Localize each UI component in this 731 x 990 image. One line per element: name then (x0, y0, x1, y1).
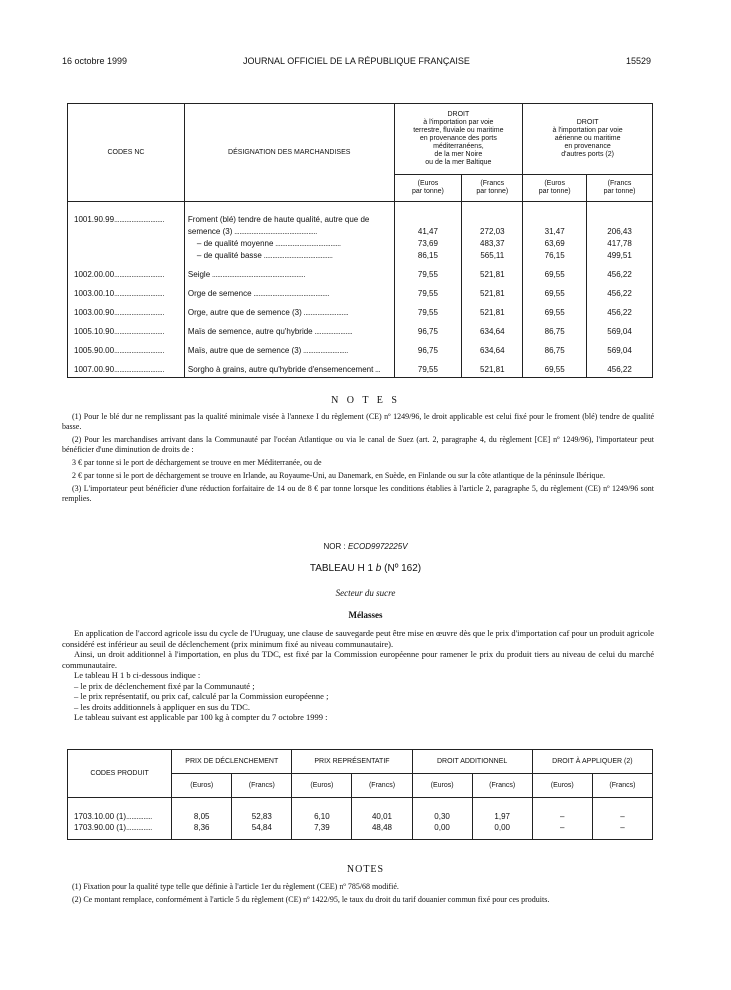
col-designation: DÉSIGNATION DES MARCHANDISES (184, 104, 394, 202)
header-line: méditerranéens, (433, 143, 484, 150)
row-code: 1005.90.00............................. (68, 343, 185, 355)
header-line: d'autres ports (2) (561, 151, 614, 158)
value-cell: 483,37 (462, 236, 523, 248)
tableau-title: TABLEAU H 1 b (Nº 162) (309, 563, 422, 574)
header-page-number: 15529 (625, 56, 651, 66)
note-item: (3) L'importateur peut bénéficier d'une réduction forfaitaire de 14 ou de 8 € par tonne lorsque les conditions établies à l'article 2, paragraphe 5, du règlement (CE) nº 1249/96 sont remplies. (62, 484, 654, 503)
value-cell: 521,81 (462, 305, 523, 317)
product-heading: Mélasses (348, 610, 383, 620)
value-cell: 96,75 (394, 343, 462, 355)
row-description: – de qualité moyenne ...................................... (184, 236, 394, 248)
value-cell: 0,30 (412, 798, 472, 822)
value-cell: 634,64 (462, 324, 523, 336)
note-item: 3 € par tonne si le port de déchargement se trouve en mer Méditerranée, ou de (72, 458, 322, 467)
explanatory-text (62, 628, 654, 723)
value-cell: 96,75 (394, 324, 462, 336)
value-cell: 63,69 (523, 236, 587, 248)
molasses-duty-table (67, 749, 653, 840)
header-line: terrestre, fluviale ou maritime (413, 127, 504, 134)
notes-title: NOTES (346, 864, 385, 875)
table-row (68, 822, 653, 840)
value-cell: 86,75 (523, 343, 587, 355)
value-cell: 79,55 (394, 362, 462, 374)
header-line: DROIT (447, 111, 470, 118)
sub-euros: (Euros par tonne) (523, 175, 587, 202)
paragraph: En application de l'accord agricole issu du cycle de l'Uruguay, une clause de sauvegarde peut être mise en œuvre dès que le prix d'importation caf pour un produit agricole considéré est inférieur au seuil de déclenchement (prix minimum fixé au niveau communautaire). (62, 628, 654, 649)
table-row (68, 212, 653, 224)
row-code (68, 248, 185, 260)
notes-block (62, 412, 654, 507)
value-cell: 7,39 (292, 822, 352, 840)
cereal-duty-table (67, 103, 653, 378)
value-cell (587, 212, 653, 224)
value-cell: 456,22 (587, 305, 653, 317)
note-item: (2) Pour les marchandises arrivant dans la Communauté par l'océan Atlantique ou via le canal de Suez (art. 2, paragraphe 4, du règlement [CE] nº 1249/96), l'importateur peut bénéficier d'une diminution de droits de : (62, 435, 654, 454)
value-cell: 521,81 (462, 286, 523, 298)
sub-unit: (Euros) (532, 774, 592, 798)
table-row (68, 798, 653, 822)
value-cell: 6,10 (292, 798, 352, 822)
paragraph: Le tableau suivant est applicable par 100 kg à compter du 7 octobre 1999 : (74, 712, 328, 722)
value-cell: 521,81 (462, 362, 523, 374)
value-cell: 69,55 (523, 286, 587, 298)
col-codes-produit: CODES PRODUIT (68, 750, 172, 798)
value-cell: 456,22 (587, 362, 653, 374)
header-line: aérienne ou maritime (554, 135, 621, 142)
table-row (68, 343, 653, 355)
nor-reference: NOR : ECOD9972225V (323, 542, 408, 551)
value-cell: 569,04 (587, 324, 653, 336)
header-line: en provenance (564, 143, 611, 150)
value-cell: 8,05 (172, 798, 232, 822)
row-code: 1002.00.00............................. (68, 267, 185, 279)
sub-euros: (Euros par tonne) (394, 175, 462, 202)
table-row (68, 248, 653, 260)
value-cell: 0,00 (472, 822, 532, 840)
row-description: Froment (blé) tendre de haute qualité, autre que de (184, 212, 394, 224)
row-description: Orge, autre que de semence (3) .......................... (184, 305, 394, 317)
col-codes-nc: CODES NC (68, 104, 185, 202)
value-cell: 0,00 (412, 822, 472, 840)
value-cell: 569,04 (587, 343, 653, 355)
paragraph: Le tableau H 1 b ci-dessous indique : (74, 670, 201, 680)
value-cell (523, 212, 587, 224)
value-cell: 54,84 (232, 822, 292, 840)
table-row (68, 224, 653, 236)
row-description: Maïs de semence, autre qu'hybride ...................... (184, 324, 394, 336)
row-code: 1005.10.90............................. (68, 324, 185, 336)
col-droit-mediterranean (394, 104, 523, 175)
sub-francs: (Francs par tonne) (462, 175, 523, 202)
sub-unit: (Francs) (232, 774, 292, 798)
row-description: Sorgho à grains, autre qu'hybride d'ensemencement ... (184, 362, 394, 374)
value-cell: 272,03 (462, 224, 523, 236)
value-cell: 79,55 (394, 305, 462, 317)
value-cell: 417,78 (587, 236, 653, 248)
table-row (68, 286, 653, 298)
nor-code: ECOD9972225V (347, 542, 408, 551)
page-header (62, 56, 651, 70)
row-description: – de qualité basse ........................................ (184, 248, 394, 260)
value-cell: – (532, 798, 592, 822)
row-code: 1703.10.00 (1)............... (68, 798, 172, 822)
value-cell: 69,55 (523, 305, 587, 317)
value-cell: 48,48 (352, 822, 412, 840)
value-cell: 41,47 (394, 224, 462, 236)
row-description: Seigle ...................................................... (184, 267, 394, 279)
value-cell: 52,83 (232, 798, 292, 822)
row-description: Orge de semence ............................................ (184, 286, 394, 298)
value-cell: 79,55 (394, 267, 462, 279)
value-cell: – (532, 822, 592, 840)
table-row (68, 305, 653, 317)
value-cell: 456,22 (587, 286, 653, 298)
col-group: DROIT ADDITIONNEL (412, 750, 532, 774)
table-row (68, 267, 653, 279)
list-item: – les droits additionnels à appliquer en sus du TDC. (74, 701, 250, 712)
value-cell: 8,36 (172, 822, 232, 840)
value-cell: 76,15 (523, 248, 587, 260)
row-code (68, 236, 185, 248)
notes-title: N O T E S (331, 395, 400, 406)
table-row (68, 236, 653, 248)
value-cell: 521,81 (462, 267, 523, 279)
list-item: – le prix représentatif, ou prix caf, calculé par la Commission européenne ; (74, 691, 329, 701)
header-line: ou de la mer Baltique (425, 159, 492, 166)
value-cell: 456,22 (587, 267, 653, 279)
table-row (68, 324, 653, 336)
table-row (68, 362, 653, 374)
header-title: JOURNAL OFFICIEL DE LA RÉPUBLIQUE FRANÇAISE (243, 56, 470, 66)
header-date: 16 octobre 1999 (62, 56, 128, 66)
header-line: en provenance des ports (419, 135, 497, 142)
value-cell: – (592, 822, 652, 840)
value-cell (394, 212, 462, 224)
sub-unit: (Francs) (472, 774, 532, 798)
header-line: à l'importation par voie (423, 119, 494, 126)
value-cell: 499,51 (587, 248, 653, 260)
row-description: Maïs, autre que de semence (3) .......................... (184, 343, 394, 355)
value-cell: 69,55 (523, 362, 587, 374)
sub-unit: (Francs) (592, 774, 652, 798)
note-item: (2) Ce montant remplace, conformément à l'article 5 du règlement (CE) nº 1422/95, le taux du droit du tarif douanier commun fixé pour ces produits. (72, 895, 550, 904)
col-group: PRIX DE DÉCLENCHEMENT (172, 750, 292, 774)
value-cell: 565,11 (462, 248, 523, 260)
note-item: (1) Pour le blé dur ne remplissant pas la qualité minimale visée à l'annexe I du règlement (CE) nº 1249/96, le droit applicable est celui fixé pour le froment (blé) tendre de qualité basse. (62, 412, 654, 431)
sub-francs: (Francs par tonne) (587, 175, 653, 202)
list-item: – le prix de déclenchement fixé par la Communauté ; (74, 680, 255, 691)
header-line: DROIT (576, 119, 599, 126)
value-cell: – (592, 798, 652, 822)
sub-unit: (Euros) (412, 774, 472, 798)
row-code (68, 224, 185, 236)
note-item: 2 € par tonne si le port de déchargement se trouve en Irlande, au Royaume-Uni, au Danemark, en Suède, en Finlande ou sur la côte atlantique de la péninsule Ibérique. (72, 471, 606, 480)
sector-subtitle: Secteur du sucre (335, 588, 396, 598)
value-cell: 40,01 (352, 798, 412, 822)
paragraph: Ainsi, un droit additionnel à l'importation, en plus du TDC, est fixé par la Commission européenne pour ramener le prix du produit tiers au niveau de celui du marché communautaire. (62, 649, 654, 670)
sub-unit: (Francs) (352, 774, 412, 798)
row-code: 1003.00.10............................. (68, 286, 185, 298)
sub-unit: (Euros) (172, 774, 232, 798)
notes-block (62, 882, 654, 908)
value-cell: 31,47 (523, 224, 587, 236)
row-code: 1003.00.90............................. (68, 305, 185, 317)
value-cell: 73,69 (394, 236, 462, 248)
row-code: 1703.90.00 (1)............... (68, 822, 172, 840)
value-cell: 634,64 (462, 343, 523, 355)
value-cell: 86,15 (394, 248, 462, 260)
value-cell: 206,43 (587, 224, 653, 236)
row-code: 1001.90.99............................. (68, 212, 185, 224)
col-group: PRIX REPRÉSENTATIF (292, 750, 412, 774)
value-cell: 86,75 (523, 324, 587, 336)
row-code: 1007.00.90............................. (68, 362, 185, 374)
note-item: (1) Fixation pour la qualité type telle que définie à l'article 1er du règlement (CEE) nº 785/68 modifié. (72, 882, 399, 891)
value-cell: 1,97 (472, 798, 532, 822)
header-line: de la mer Noire (434, 151, 483, 158)
col-droit-other-ports (523, 104, 653, 175)
value-cell (462, 212, 523, 224)
row-description: semence (3) ................................................ (184, 224, 394, 236)
value-cell: 69,55 (523, 267, 587, 279)
sub-unit: (Euros) (292, 774, 352, 798)
header-line: à l'importation par voie (552, 127, 623, 134)
value-cell: 79,55 (394, 286, 462, 298)
col-group: DROIT À APPLIQUER (2) (532, 750, 652, 774)
